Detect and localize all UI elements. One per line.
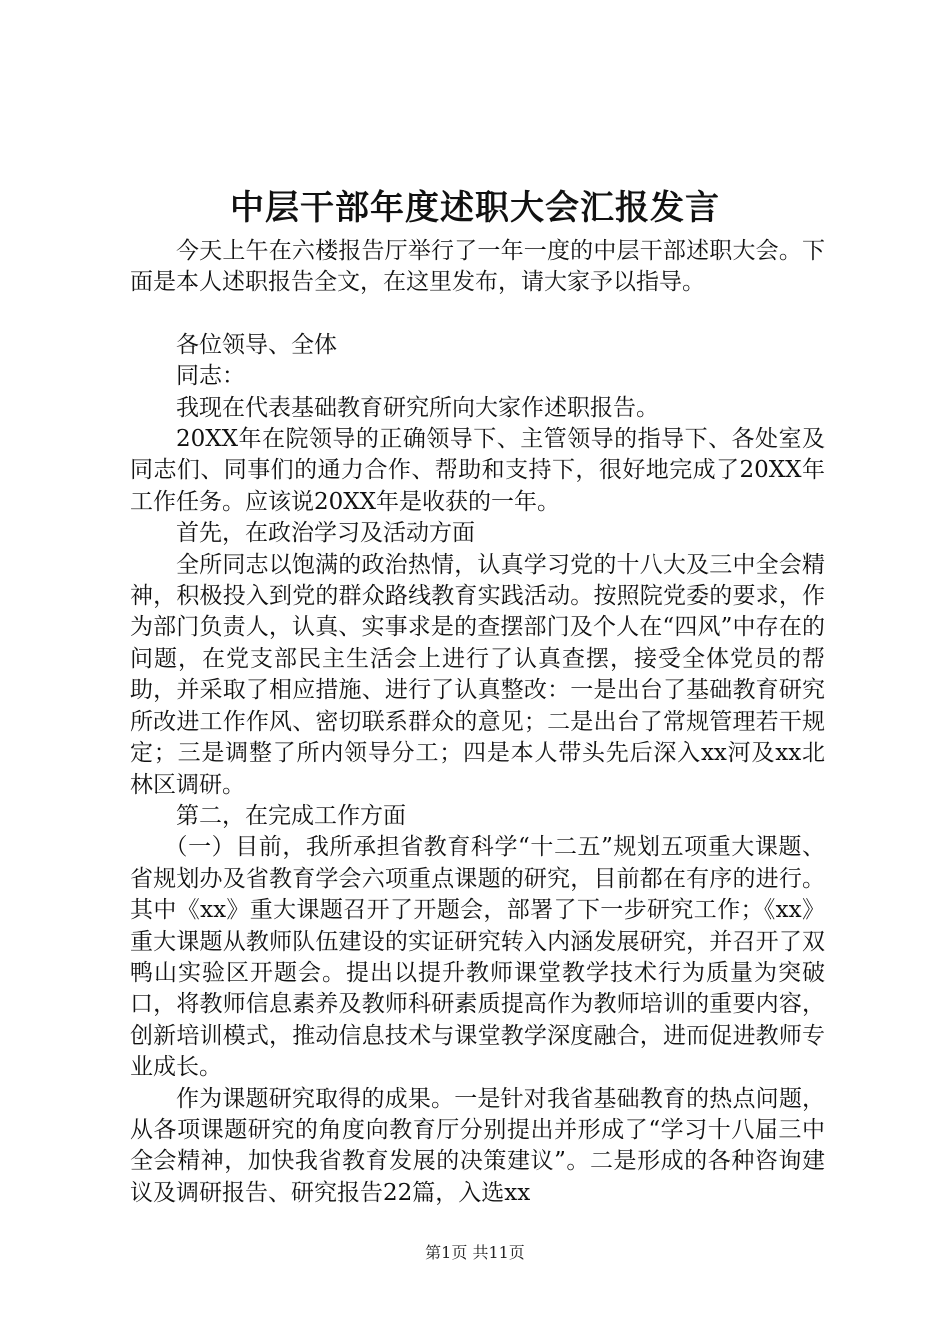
document-title: 中层干部年度述职大会汇报发言 — [230, 188, 720, 228]
salutation-line-2: 同志： — [176, 363, 245, 390]
politics-paragraph: 全所同志以饱满的政治热情，认真学习党的十八大及三中全会精神，积极投入到党的群众路线教育实践活动。按照院党委的要求，作为部门负责人，认真、实事求是的查摆部门及个人在“四风”中存在的问题，在党支部民主生活会上进行了认真查摆，接受全体党员的帮助，并采取了相应措施、进行了认真整改：一是出台了基础教育研究所改进工作作风、密切联系群众的意见；二是出台了常规管理若干规定；三是调整了所内领导分工；四是本人带头先后深入xx河及xx北林区调研。 — [130, 551, 825, 798]
results-paragraph: 作为课题研究取得的成果。一是针对我省基础教育的热点问题，从各项课题研究的角度向教育厅分别提出并形成了“学习十八届三中全会精神，加快我省教育发展的决策建议”。二是形成的各种咨询建议及调研报告、研究报告22篇，入选xx — [130, 1085, 825, 1206]
intro-paragraph: 今天上午在六楼报告厅举行了一年一度的中层干部述职大会。下面是本人述职报告全文，在这里发布，请大家予以指导。 — [130, 238, 825, 296]
document-body — [130, 236, 825, 1209]
section-heading-work: 第二，在完成工作方面 — [176, 802, 406, 829]
page-number-footer: 第1页 共11页 — [425, 1243, 525, 1262]
section-heading-politics: 首先，在政治学习及活动方面 — [176, 520, 475, 547]
summary-paragraph: 20XX年在院领导的正确领导下、主管领导的指导下、各处室及同志们、同事们的通力合作、帮助和支持下，很好地完成了20XX年工作任务。应该说20XX年是收获的一年。 — [130, 426, 825, 515]
salutation-line-1: 各位领导、全体 — [176, 331, 337, 358]
work-item-1-paragraph: （一）目前，我所承担省教育科学“十二五”规划五项重大课题、省规划办及省教育学会六项重点课题的研究，目前都在有序的进行。其中《xx》重大课题召开了开题会，部署了下一步研究工作；《xx》重大课题从教师队伍建设的实证研究转入内涵发展研究，并召开了双鸭山实验区开题会。提出以提升教师课堂教学技术行为质量为突破口，将教师信息素养及教师科研素质提高作为教师培训的重要内容，创新培训模式，推动信息技术与课堂教学深度融合，进而促进教师专业成长。 — [130, 834, 825, 1081]
opening-paragraph: 我现在代表基础教育研究所向大家作述职报告。 — [176, 394, 659, 421]
